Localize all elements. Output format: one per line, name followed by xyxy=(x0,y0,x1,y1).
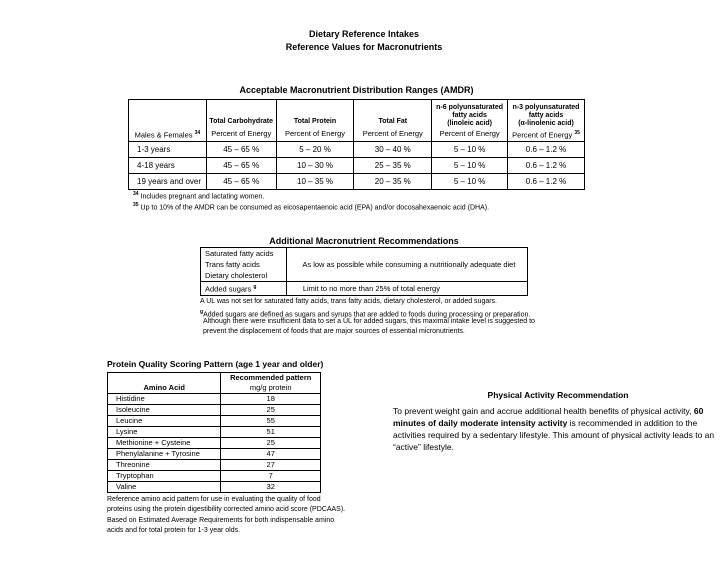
amdr-header-n3 xyxy=(508,100,585,129)
additional-note-ul: A UL was not set for saturated fatty acids, trans fatty acids, dietary cholesterol, or added sugars. xyxy=(200,298,498,305)
n6-line3: (linoleic acid) xyxy=(447,120,492,127)
pq-note-2: proteins using the protein digestibility corrected amino acid score (PDCAAS). xyxy=(107,506,346,513)
physical-activity-text: To prevent weight gain and accrue additional health benefits of physical activity, 60 minutes of daily moderate intensity activity is recommended in addition to the activities required by a sedentary lifestyle. This amount of physical activity leads to an “active” lifestyle. xyxy=(393,406,715,452)
table-row: Leucine 55 xyxy=(108,416,321,427)
item-added-sugars: Added sugars $^g$ xyxy=(201,282,287,296)
amdr-table xyxy=(128,99,585,190)
additional-note-sugars-2: Although there were insufficient data to set a UL for added sugars, this maximal intake level is suggested to xyxy=(203,318,535,325)
pq-note-3: Based on Estimated Average Requirements for both indispensable amino xyxy=(107,517,335,524)
amdr-header-protein: Total Protein xyxy=(276,100,354,129)
item-trans: Trans fatty acids xyxy=(201,259,287,270)
amdr-header-blank xyxy=(129,100,207,129)
physical-activity-emphasis: 60 minutes of daily moderate intensity activity xyxy=(393,406,704,428)
table-row: 1-3 years 45 – 65 % 5 – 20 % 30 – 40 % 5 – 10 % 0.6 – 1.2 % xyxy=(129,141,585,157)
table-row: 19 years and over 45 – 65 % 10 – 35 % 20 – 35 % 5 – 10 % 0.6 – 1.2 % xyxy=(129,173,585,189)
table-row: Tryptophan 7 xyxy=(108,471,321,482)
amdr-footnote-34: $^{34}$ Includes pregnant and lactating women. xyxy=(133,191,265,201)
table-row: Histidine 18 xyxy=(108,394,321,405)
amdr-unit: Percent of Energy xyxy=(432,128,508,141)
pq-note-1: Reference amino acid pattern for use in evaluating the quality of food xyxy=(107,496,321,503)
table-row: Isoleucine 25 xyxy=(108,405,321,416)
amdr-header-n6 xyxy=(432,100,508,129)
amdr-title: Acceptable Macronutrient Distribution Ranges (AMDR) xyxy=(239,85,474,95)
table-row: Phenylalanine + Tyrosine 47 xyxy=(108,449,321,460)
amdr-unit: Percent of Energy $^{35}$ xyxy=(508,128,585,141)
physical-activity-title: Physical Activity Recommendation xyxy=(487,390,629,400)
n3-line3: (α-linolenic acid) xyxy=(518,120,574,127)
amdr-footnote-35: $^{35}$ Up to 10% of the AMDR can be consumed as eicosapentaenoic acid (EPA) and/or docosahexaenoic acid (DHA). xyxy=(133,202,490,212)
table-row: Lysine 51 xyxy=(108,427,321,438)
table-row: Threonine 27 xyxy=(108,460,321,471)
added-sugars-recommendation: Limit to no more than 25% of total energy xyxy=(286,282,527,296)
pq-header-pattern: Recommended pattern xyxy=(221,373,321,384)
additional-table xyxy=(200,247,528,296)
additional-title: Additional Macronutrient Recommendations xyxy=(269,236,459,246)
n6-line1: n-6 polyunsaturated xyxy=(436,104,504,111)
document-title: Dietary Reference Intakes xyxy=(308,29,420,39)
n6-line2: fatty acids xyxy=(452,112,487,119)
additional-note-sugars-3: prevent the displacement of foods that are major sources of essential micronutrients. xyxy=(203,328,465,335)
amdr-unit: Percent of Energy xyxy=(276,128,354,141)
n3-line1: n-3 polyunsaturated xyxy=(512,104,580,111)
protein-quality-table xyxy=(107,372,321,493)
amdr-header-fat: Total Fat xyxy=(354,100,432,129)
items-recommendation: As low as possible while consuming a nutritionally adequate diet xyxy=(286,248,527,282)
document-subtitle: Reference Values for Macronutrients xyxy=(285,42,443,52)
item-cholesterol: Dietary cholesterol xyxy=(201,270,287,282)
amdr-header-carb: Total Carbohydrate xyxy=(206,100,276,129)
pq-header-unit: mg/g protein xyxy=(221,383,321,394)
table-row: 4-18 years 45 – 65 % 10 – 30 % 25 – 35 % 5 – 10 % 0.6 – 1.2 % xyxy=(129,157,585,173)
amdr-group-label: Males & Females $^{34}$ xyxy=(129,128,207,141)
amdr-unit: Percent of Energy xyxy=(354,128,432,141)
table-row: Valine 32 xyxy=(108,482,321,493)
pq-header-amino: Amino Acid xyxy=(108,373,221,394)
amdr-unit: Percent of Energy xyxy=(206,128,276,141)
table-row: Methionine + Cysteine 25 xyxy=(108,438,321,449)
item-saturated: Saturated fatty acids xyxy=(201,248,287,260)
pq-note-4: acids and for total protein for 1-3 year olds. xyxy=(107,527,241,534)
protein-quality-title: Protein Quality Scoring Pattern (age 1 year and older) xyxy=(107,359,324,369)
additional-note-sugars: $^g$Added sugars are defined as sugars and syrups that are added to foods during processing or preparation. xyxy=(200,309,531,319)
n3-line2: fatty acids xyxy=(528,112,564,119)
